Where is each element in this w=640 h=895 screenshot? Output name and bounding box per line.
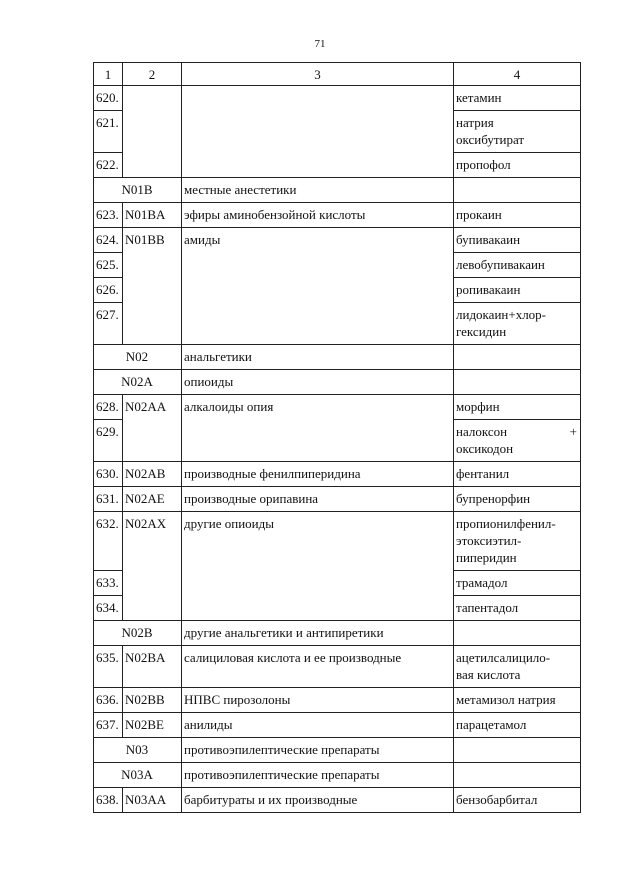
atc-code: N02AA [123,395,182,462]
header-col-2: 2 [123,63,182,86]
group-name: опиоиды [182,370,454,395]
group-code: N02A [94,370,182,395]
drug-name [454,370,581,395]
table-row [94,788,581,813]
atc-code: N02BB [123,688,182,713]
row-number: 633. [94,571,123,596]
drug-name: парацетамол [454,713,581,738]
group-name: производные фенилпиперидина [182,462,454,487]
row-number: 635. [94,646,123,688]
header-col-3: 3 [182,63,454,86]
drug-name: натрия оксибутират [454,111,581,153]
row-number: 630. [94,462,123,487]
group-name-cell [182,86,454,178]
group-name: анальгетики [182,345,454,370]
row-number: 622. [94,153,123,178]
group-row [94,621,581,646]
row-number: 621. [94,111,123,153]
row-number: 624. [94,228,123,253]
drug-classification-table [93,62,581,813]
drug-name [454,178,581,203]
group-code: N03 [94,738,182,763]
group-name: алкалоиды опия [182,395,454,462]
group-row [94,738,581,763]
row-number: 631. [94,487,123,512]
table-row [94,228,581,253]
group-name: производные орипавина [182,487,454,512]
row-number: 634. [94,596,123,621]
group-row [94,178,581,203]
group-name: другие опиоиды [182,512,454,621]
table-row [94,713,581,738]
atc-code: N02BA [123,646,182,688]
group-name: салициловая кислота и ее производные [182,646,454,688]
atc-code: N02BE [123,713,182,738]
row-number: 629. [94,420,123,462]
drug-name: ропивакаин [454,278,581,303]
drug-name-plus: + [569,424,577,439]
group-code: N02 [94,345,182,370]
drug-name: ацетилсалицило-вая кислота [454,646,581,688]
group-name: амиды [182,228,454,345]
row-number: 637. [94,713,123,738]
group-row [94,345,581,370]
drug-name: кетамин [454,86,581,111]
drug-name: бупивакаин [454,228,581,253]
row-number: 628. [94,395,123,420]
drug-name [454,621,581,646]
group-code: N02B [94,621,182,646]
group-name: НПВС пирозолоны [182,688,454,713]
drug-name-part: оксикодон [456,441,514,456]
table-row [94,688,581,713]
atc-code: N03AA [123,788,182,813]
drug-name: левобупивакаин [454,253,581,278]
drug-name [454,345,581,370]
group-name: противоэпилептические препараты [182,738,454,763]
table-row [94,512,581,571]
group-name: другие анальгетики и антипиретики [182,621,454,646]
atc-code: N02AX [123,512,182,621]
atc-code: N02AE [123,487,182,512]
table-row [94,462,581,487]
drug-name [454,763,581,788]
table-row [94,646,581,688]
group-row [94,763,581,788]
atc-code-cell [123,86,182,178]
table-row [94,487,581,512]
row-number: 625. [94,253,123,278]
row-number: 632. [94,512,123,571]
drug-name-part: налоксон [456,424,508,439]
drug-name [454,420,581,462]
drug-name: метамизол натрия [454,688,581,713]
group-code: N01B [94,178,182,203]
group-name: местные анестетики [182,178,454,203]
atc-code: N02AB [123,462,182,487]
drug-name: прокаин [454,203,581,228]
row-number: 638. [94,788,123,813]
table-header-row [94,63,581,86]
row-number: 636. [94,688,123,713]
drug-name: тапентадол [454,596,581,621]
header-col-4: 4 [454,63,581,86]
drug-name: трамадол [454,571,581,596]
row-number: 620. [94,86,123,111]
row-number: 626. [94,278,123,303]
drug-name: бупренорфин [454,487,581,512]
group-row [94,370,581,395]
drug-name: пропофол [454,153,581,178]
drug-name: пропионилфенил-этоксиэтил-пиперидин [454,512,581,571]
atc-code: N01BA [123,203,182,228]
drug-name: бензобарбитал [454,788,581,813]
row-number: 627. [94,303,123,345]
row-number: 623. [94,203,123,228]
drug-name [454,738,581,763]
group-code: N03A [94,763,182,788]
page-number: 71 [314,38,326,50]
group-name: анилиды [182,713,454,738]
header-col-1: 1 [94,63,123,86]
drug-name: лидокаин+хлор-гексидин [454,303,581,345]
group-name: эфиры аминобензойной кислоты [182,203,454,228]
table-row [94,203,581,228]
group-name: противоэпилептические препараты [182,763,454,788]
drug-name: фентанил [454,462,581,487]
drug-name: морфин [454,395,581,420]
table-row [94,86,581,111]
atc-code: N01BB [123,228,182,345]
group-name: барбитураты и их производные [182,788,454,813]
table-row [94,395,581,420]
